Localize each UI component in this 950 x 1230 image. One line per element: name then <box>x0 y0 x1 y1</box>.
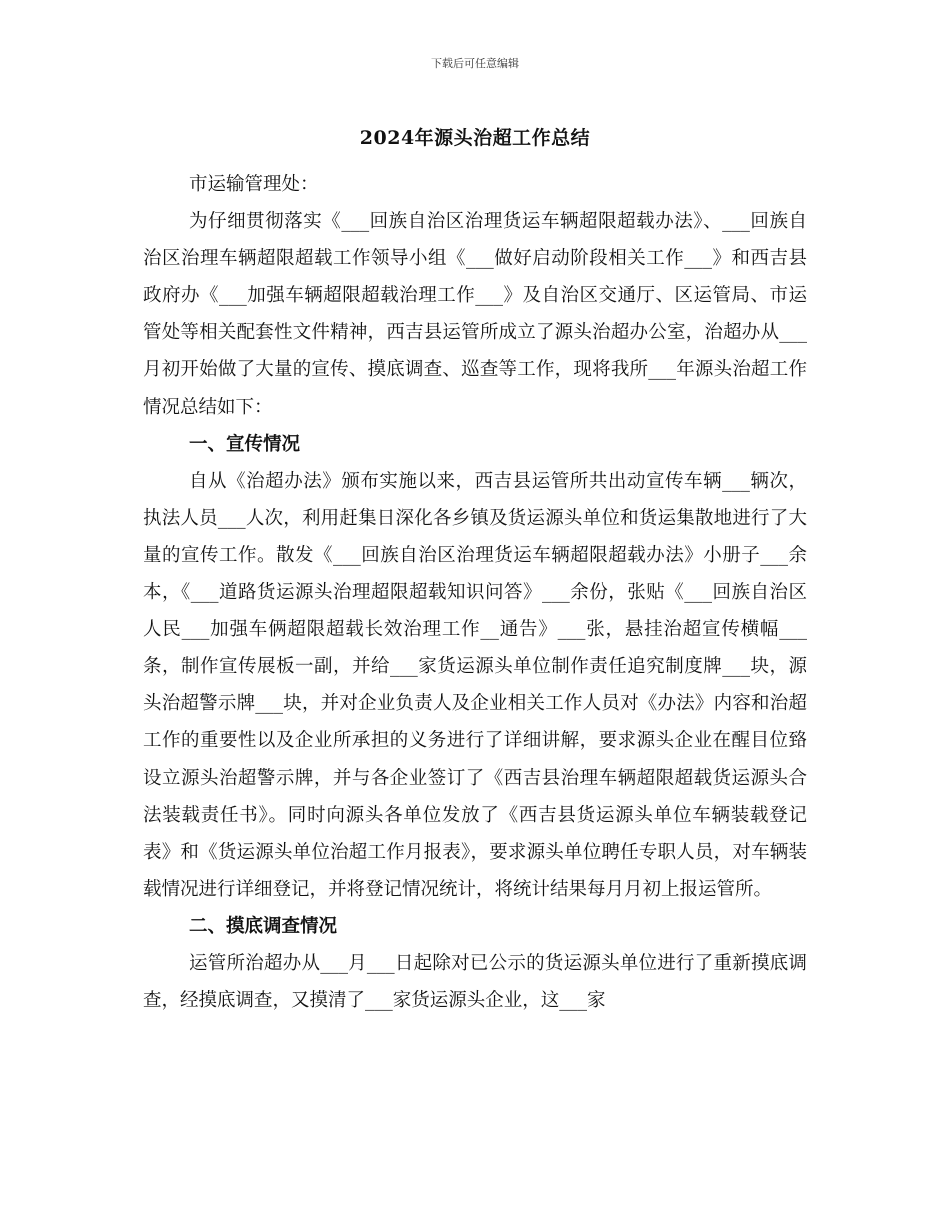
salutation: 市运输管理处： <box>189 174 319 195</box>
section-heading-survey: 二、摸底调查情况 <box>189 915 338 937</box>
intro-paragraph: 为仔细贯彻落实《___回族自治区治理货运车辆超限超载办法》、___回族自治区治理车辆超限超载工作领导小组《___做好启动阶段相关工作___》和西吉县政府办《___加强车辆超限超载治理工作___》及自治区交通厅、区运管局、市运管处等相关配套性文件精神，西吉县运管所成立了源头治超办公室，治超办从___月初开始做了大量的宣传、摸底调查、巡查等工作，现将我所___年源头治超工作情况总结如下： <box>143 211 807 418</box>
document-title: 2024年源头治超工作总结 <box>359 127 591 149</box>
section-heading-publicity: 一、宣传情况 <box>189 433 301 455</box>
section-paragraph-publicity: 自从《治超办法》颁布实施以来，西吉县运管所共出动宣传车辆___辆次，执法人员___人次，利用赶集日深化各乡镇及货运源头单位和货运集散地进行了大量的宣传工作。散发《___回族自治区治理货运车辆超限超载办法》小册子___余本，《___道路货运源头治理超限超载知识问答》___余份，张贴《___回族自治区人民___加强车俩超限超载长效治理工作__通告》___张，悬挂治超宣传横幅___条，制作宣传展板一副，并给___家货运源头单位制作责任追究制度牌___块，源头治超警示牌___块，并对企业负责人及企业相关工作人员对《办法》内容和治超工作的重要性以及企业所承担的义务进行了详细讲解，要求源头企业在醒目位臵设立源头治超警示牌，并与各企业签订了《西吉县治理车辆超限超载货运源头合法装载责任书》。同时向源头各单位发放了《西吉县货运源头单位车辆装载登记表》和《货运源头单位治超工作月报表》，要求源头单位聘任专职人员，对车辆装载情况进行详细登记，并将登记情况统计，将统计结果每月月初上报运管所。 <box>143 470 807 900</box>
document-body <box>143 166 807 1019</box>
page-header-note: 下载后可任意编辑 <box>431 57 519 70</box>
section-paragraph-survey: 运管所治超办从___月___日起除对已公示的货运源头单位进行了重新摸底调查，经摸底调查，又摸清了___家货运源头企业，这___家 <box>143 952 807 1012</box>
